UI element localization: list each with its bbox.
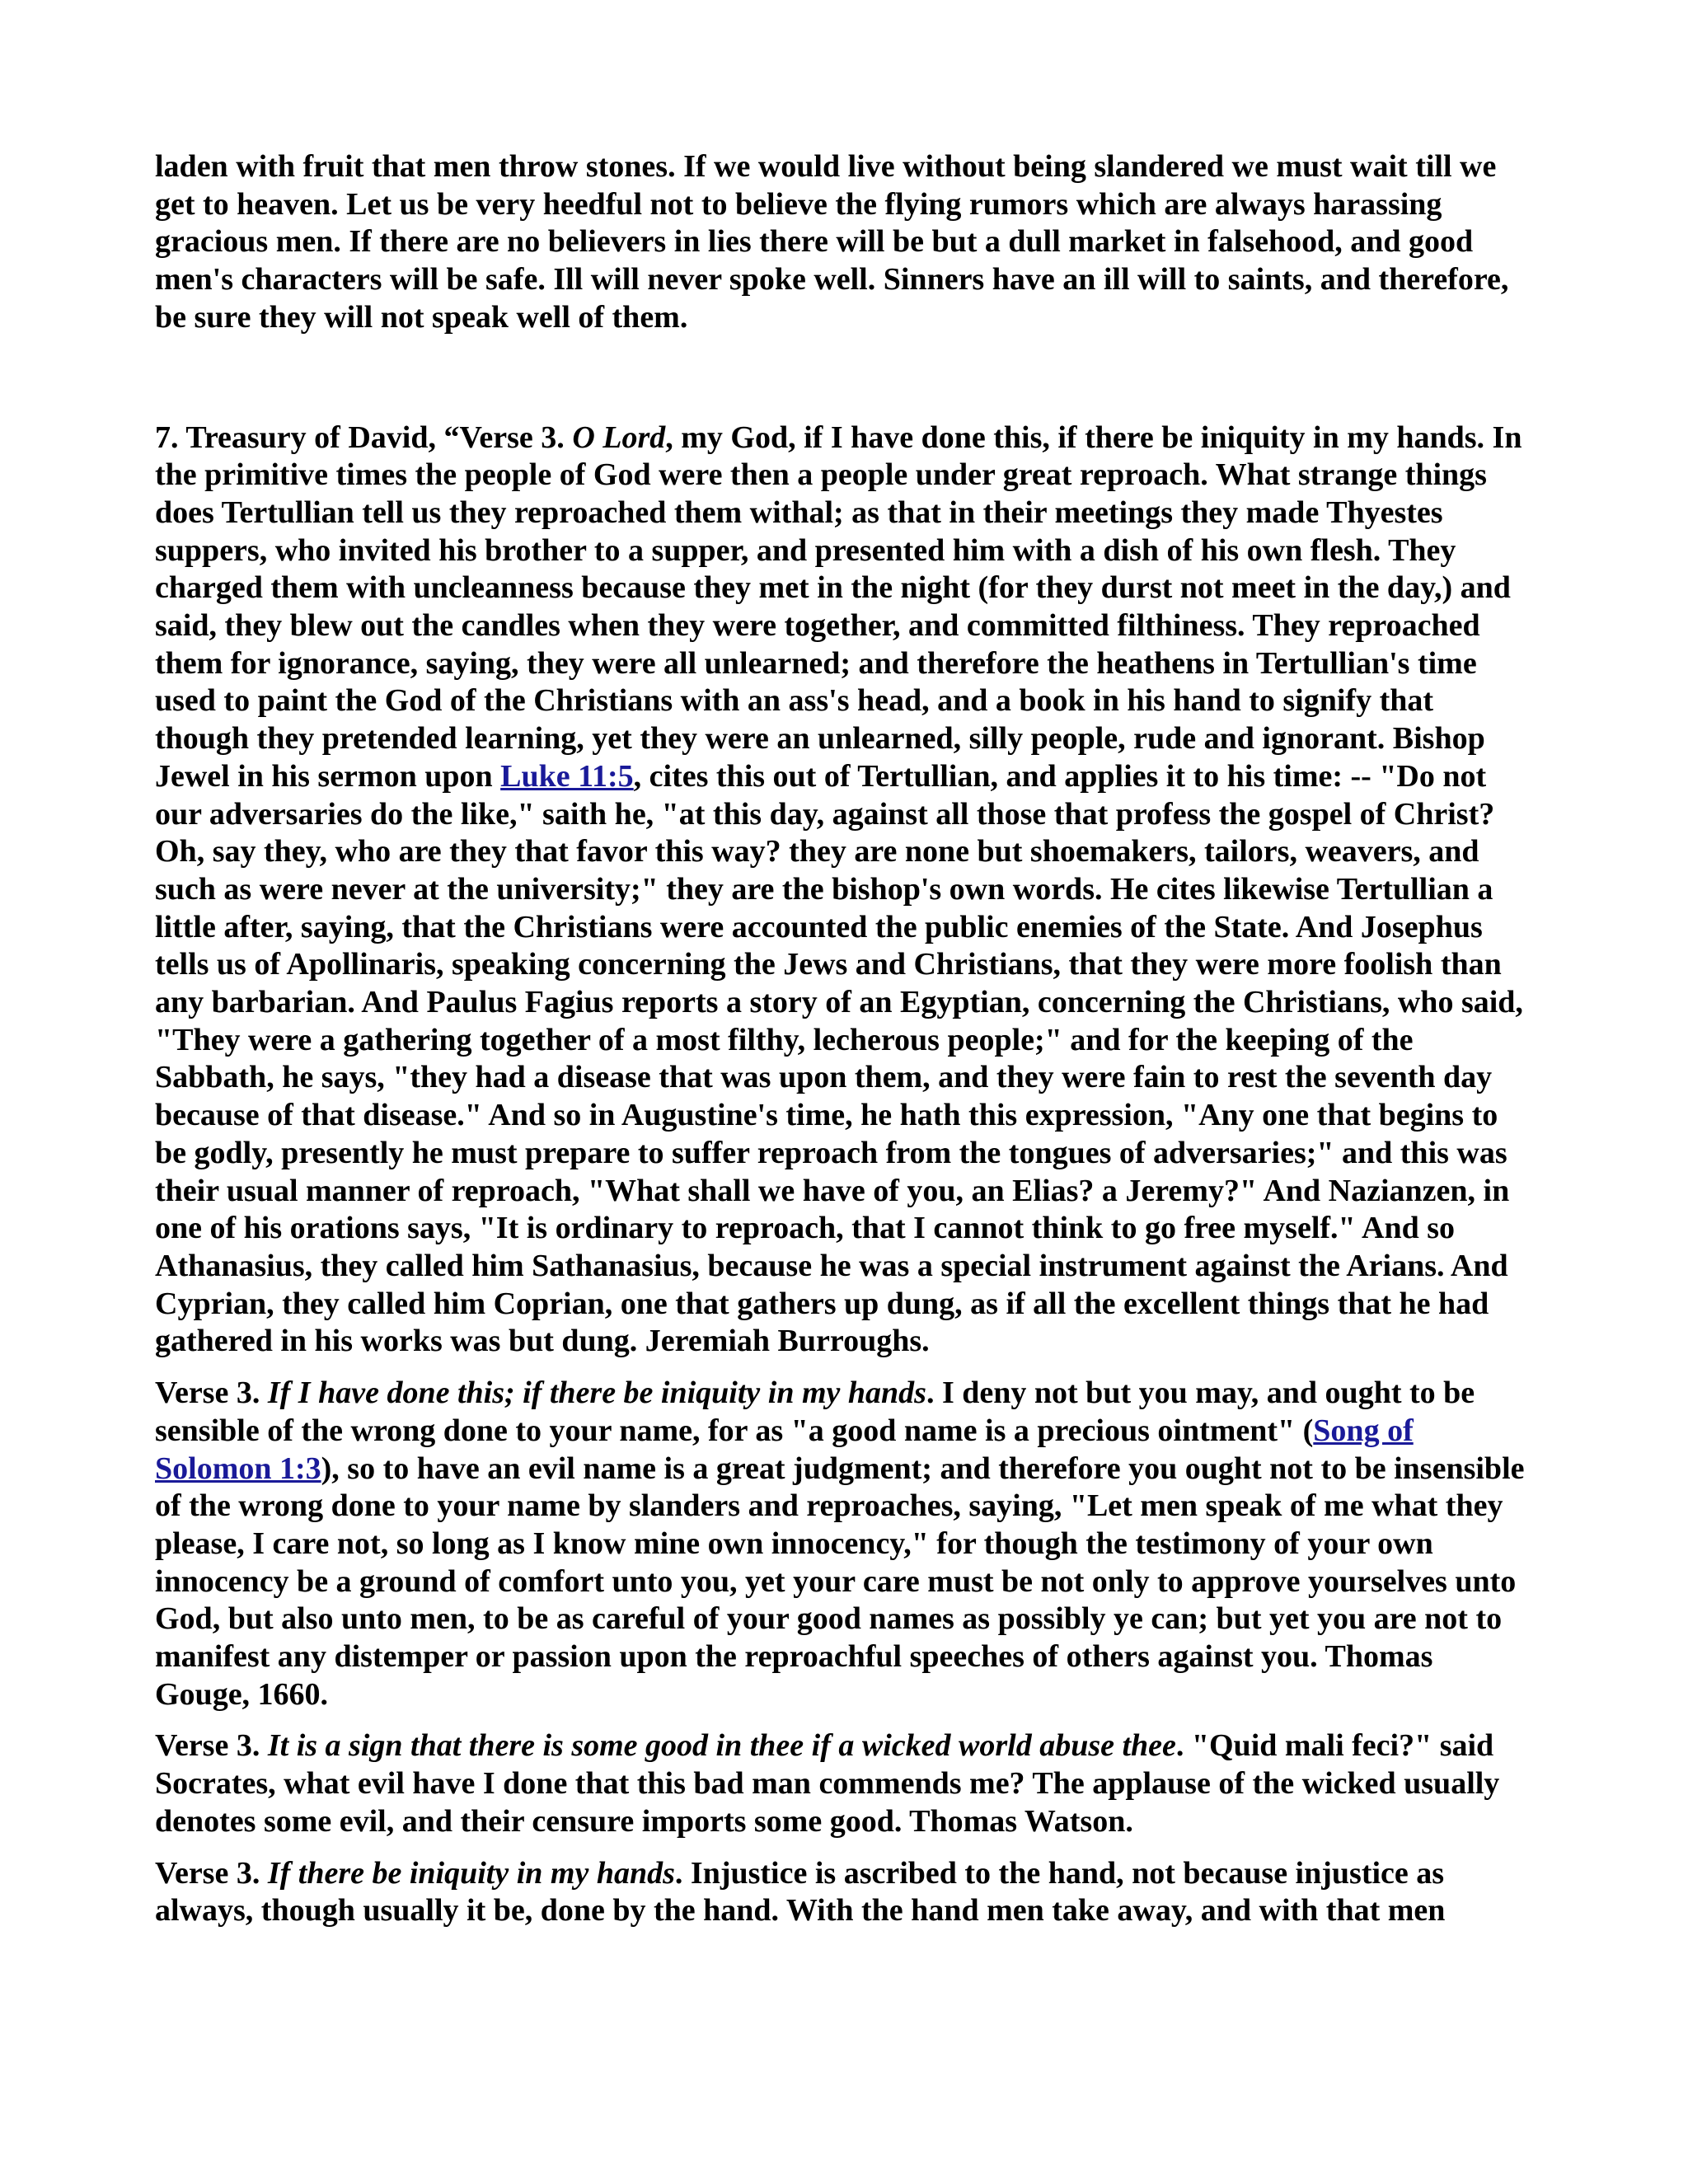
text-segment: . Injustice is ascribed to the hand, not because injustice as always, though usually it be, done by the hand. With the hand men take away, and with that men: [155, 1855, 1446, 1929]
italic-phrase: If I have done this; if there be iniquity in my hands: [267, 1376, 926, 1411]
verse-label: Verse 3.: [155, 1376, 268, 1411]
verse-label: Verse 3.: [155, 1728, 268, 1764]
text-segment: 7. Treasury of David, “Verse 3.: [155, 419, 573, 455]
paragraph-injustice: [155, 1855, 1533, 1930]
paragraph-gouge: [155, 1375, 1533, 1713]
scripture-link-song-of-solomon[interactable]: Song of Solomon 1:3: [155, 1413, 1414, 1486]
italic-phrase: It is a sign that there is some good in thee if a wicked world abuse thee: [267, 1728, 1176, 1764]
text-segment: , my God, if I have done this, if there be iniquity in my hands. In the primitive times the people of God were then a people under great reproach. What strange things does Tertullian tell us they reproached them withal; as that in their meetings they made Thyestes suppers, who invited his brother to a supper, and presented him with a dish of his own flesh. They charged them with uncleanness because they met in the night (for they durst not meet in the day,) and said, they blew out the candles when they were together, and committed filthiness. They reproached them for ignorance, saying, they were all unlearned; and therefore the heathens in Tertullian's time used to paint the God of the Christians with an ass's head, and a book in his hand to signify that though they pretended learning, yet they were an unlearned, silly people, rude and ignorant. Bishop Jewel in his sermon upon: [155, 419, 1522, 794]
document-page: [155, 148, 1533, 1930]
text-segment: . "Quid mali feci?" said Socrates, what evil have I done that this bad man commends me? The applause of the wicked usually denotes some evil, and their censure imports some good. Thomas Watson.: [155, 1728, 1500, 1839]
text-segment: . I deny not but you may, and ought to be sensible of the wrong done to your name, for as "a good name is a precious ointment" (: [155, 1376, 1475, 1448]
italic-phrase: If there be iniquity in my hands: [267, 1855, 675, 1891]
text-segment: , cites this out of Tertullian, and applies it to his time: -- "Do not our adversaries do the like," saith he, "at this day, against all those that profess the gospel of Christ? Oh, say they, who are they that favor this way? they are none but shoemakers, tailors, weavers, and such as were never at the university;" they are the bishop's own words. He cites likewise Tertullian a little after, saying, that the Christians were accounted the public enemies of the State. And Josephus tells us of Apollinaris, speaking concerning the Jews and Christians, that they were more foolish than any barbarian. And Paulus Fagius reports a story of an Egyptian, concerning the Christians, who said, "They were a gathering together of a most filthy, lecherous people;" and for the keeping of the Sabbath, he says, "they had a disease that was upon them, and they were fain to rest the seventh day because of that disease." And so in Augustine's time, he hath this expression, "Any one that begins to be godly, presently he must prepare to suffer reproach from the tongues of adversaries;" and this was their usual manner of reproach, "What shall we have of you, an Elias? a Jeremy?" And Nazianzen, in one of his orations says, "It is ordinary to reproach, that I cannot think to go free myself." And so Athanasius, they called him Sathanasius, because he was a special instrument against the Arians. And Cyprian, they called him Coprian, one that gathers up dung, as if all the excellent things that he had gathered in his works was but dung. Jeremiah Burroughs.: [155, 758, 1523, 1359]
italic-phrase: O Lord: [572, 419, 666, 455]
paragraph-treasury-verse-3: [155, 419, 1533, 1361]
scripture-link-luke[interactable]: Luke 11:5: [500, 758, 634, 794]
verse-label: Verse 3.: [155, 1855, 268, 1891]
paragraph-watson: [155, 1727, 1533, 1840]
paragraph-intro: laden with fruit that men throw stones. If we would live without being slandered we must wait till we get to heaven. Let us be very heedful not to believe the flying rumors which are always harassing gracious men. If there are no believers in lies there will be but a dull market in falsehood, and good men's characters will be safe. Ill will never spoke well. Sinners have an ill will to saints, and therefore, be sure they will not speak well of them.: [155, 149, 1509, 335]
text-segment: ), so to have an evil name is a great judgment; and therefore you ought not to be insensible of the wrong done to your name by slanders and reproaches, saying, "Let men speak of me what they please, I care not, so long as I know mine own innocency," for though the testimony of your own innocency be a ground of comfort unto you, yet your care must be not only to approve yourselves unto God, but also unto men, to be as careful of your good names as possibly ye can; but yet you are not to manifest any distemper or passion upon the reproachful speeches of others against you. Thomas Gouge, 1660.: [155, 1451, 1525, 1712]
